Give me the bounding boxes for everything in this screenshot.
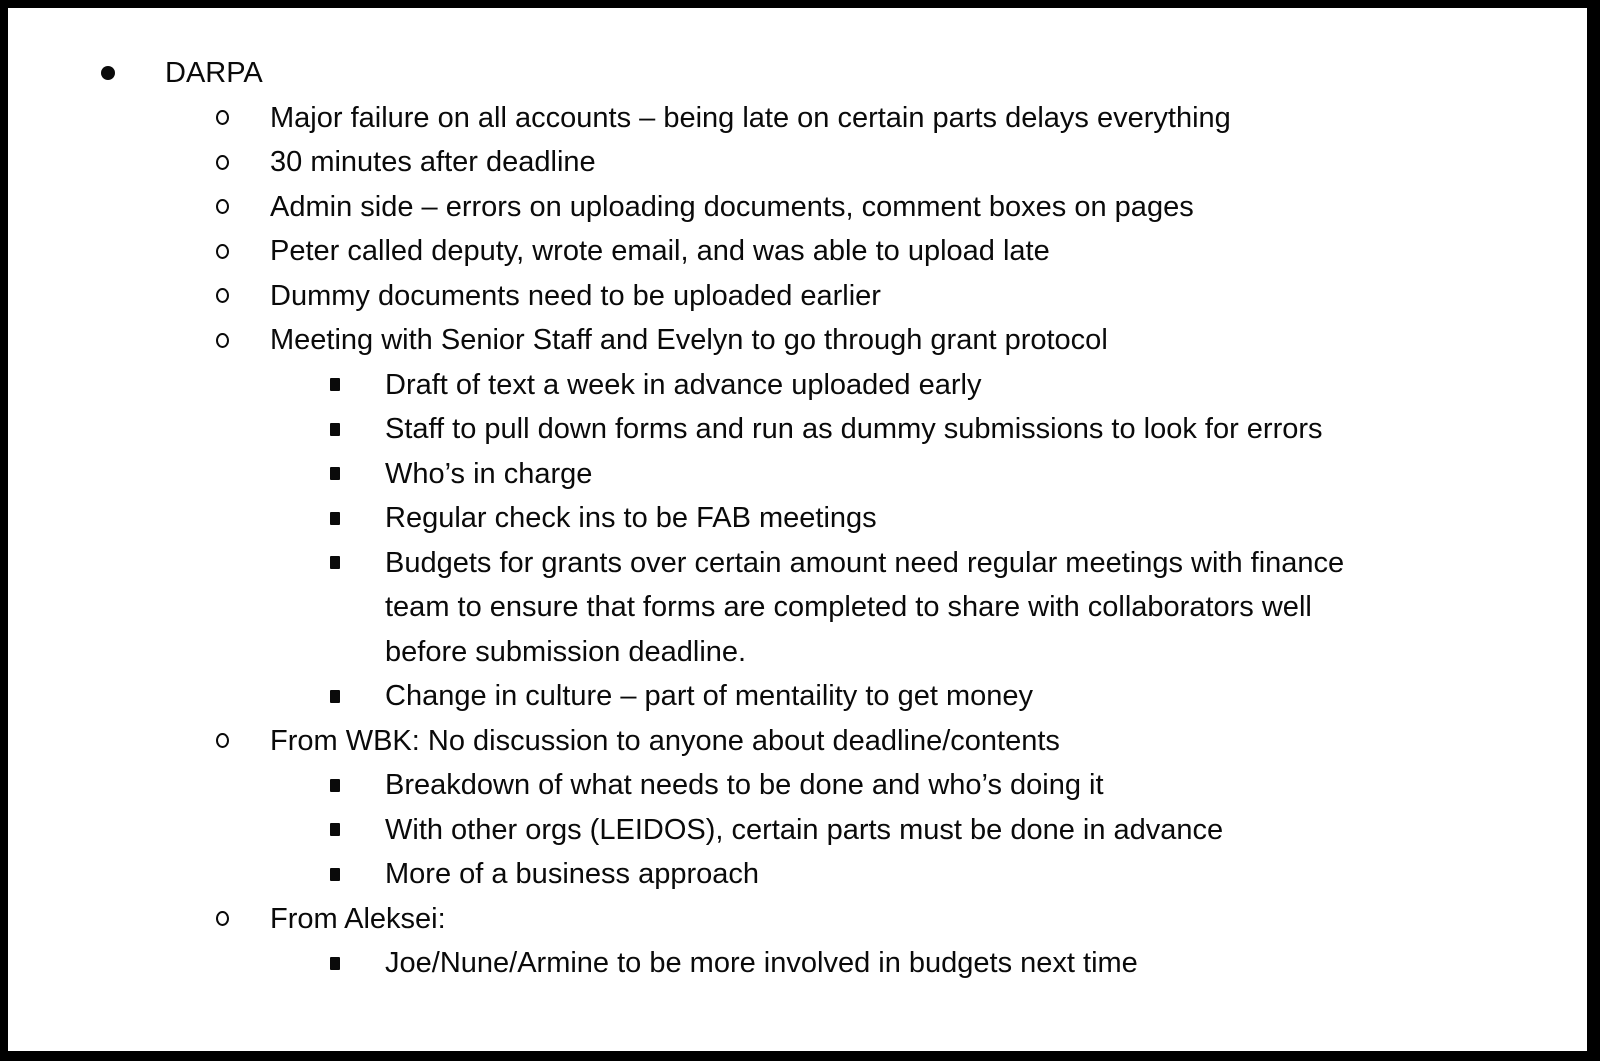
list-item-text: Budgets for grants over certain amount need regular meetings with finance team to ensure that forms are completed to share with collaborators well before submission deadline. xyxy=(385,546,1345,668)
square-bullet-icon xyxy=(330,556,340,569)
list-item xyxy=(8,897,1563,942)
list-item-text: Draft of text a week in advance uploaded early xyxy=(385,368,982,401)
list-item xyxy=(8,808,1563,853)
list-item-text: 30 minutes after deadline xyxy=(270,146,596,178)
circle-bullet-icon xyxy=(216,244,229,259)
list-item-text: Dummy documents need to be uploaded earlier xyxy=(270,279,881,312)
circle-bullet-icon xyxy=(216,155,229,170)
list-item xyxy=(8,96,1563,141)
circle-bullet-icon xyxy=(216,733,229,748)
square-bullet-icon xyxy=(330,467,340,480)
circle-bullet-icon xyxy=(216,199,229,214)
list-item xyxy=(8,452,1563,497)
list-item-text: Peter called deputy, wrote email, and was able to upload late xyxy=(270,235,1050,267)
list-item xyxy=(8,541,1563,675)
list-item-text: Who’s in charge xyxy=(385,457,593,490)
list-item-text: Major failure on all accounts – being late on certain parts delays everything xyxy=(270,101,1231,134)
list-item xyxy=(8,407,1563,452)
list-item-text: More of a business approach xyxy=(385,858,759,890)
list-item-text: Joe/Nune/Armine to be more involved in budgets next time xyxy=(385,947,1138,979)
list-item-text: From WBK: No discussion to anyone about deadline/contents xyxy=(270,724,1060,757)
list-item-text: Change in culture – part of mentaility to get money xyxy=(385,680,1034,712)
list-item-text: With other orgs (LEIDOS), certain parts must be done in advance xyxy=(385,813,1224,846)
list-item-text: Meeting with Senior Staff and Evelyn to go through grant protocol xyxy=(270,324,1108,356)
list-item xyxy=(8,229,1563,274)
square-bullet-icon xyxy=(330,378,340,391)
list-item xyxy=(8,719,1563,764)
square-bullet-icon xyxy=(330,779,340,792)
list-item xyxy=(8,318,1563,363)
circle-bullet-icon xyxy=(216,333,229,348)
bulleted-outline xyxy=(8,8,1587,986)
circle-bullet-icon xyxy=(216,288,229,303)
list-item-text: Regular check ins to be FAB meetings xyxy=(385,502,877,534)
list-item xyxy=(8,51,1563,96)
list-item-text: Admin side – errors on uploading documents, comment boxes on pages xyxy=(270,190,1194,223)
square-bullet-icon xyxy=(330,957,340,970)
square-bullet-icon xyxy=(330,512,340,525)
square-bullet-icon xyxy=(330,690,340,703)
list-item xyxy=(8,763,1563,808)
list-item-text: DARPA xyxy=(165,57,263,89)
square-bullet-icon xyxy=(330,423,340,436)
list-item xyxy=(8,852,1563,897)
square-bullet-icon xyxy=(330,868,340,881)
list-item xyxy=(8,363,1563,408)
list-item xyxy=(8,140,1563,185)
list-item-text: Breakdown of what needs to be done and who’s doing it xyxy=(385,769,1104,801)
list-item-text: Staff to pull down forms and run as dummy submissions to look for errors xyxy=(385,413,1323,445)
circle-bullet-icon xyxy=(216,110,229,125)
list-item-text: From Aleksei: xyxy=(270,902,446,935)
disc-bullet-icon xyxy=(101,66,115,80)
circle-bullet-icon xyxy=(216,911,229,926)
list-item xyxy=(8,185,1563,230)
list-item xyxy=(8,941,1563,986)
square-bullet-icon xyxy=(330,823,340,836)
list-item xyxy=(8,496,1563,541)
list-item xyxy=(8,274,1563,319)
list-item xyxy=(8,674,1563,719)
